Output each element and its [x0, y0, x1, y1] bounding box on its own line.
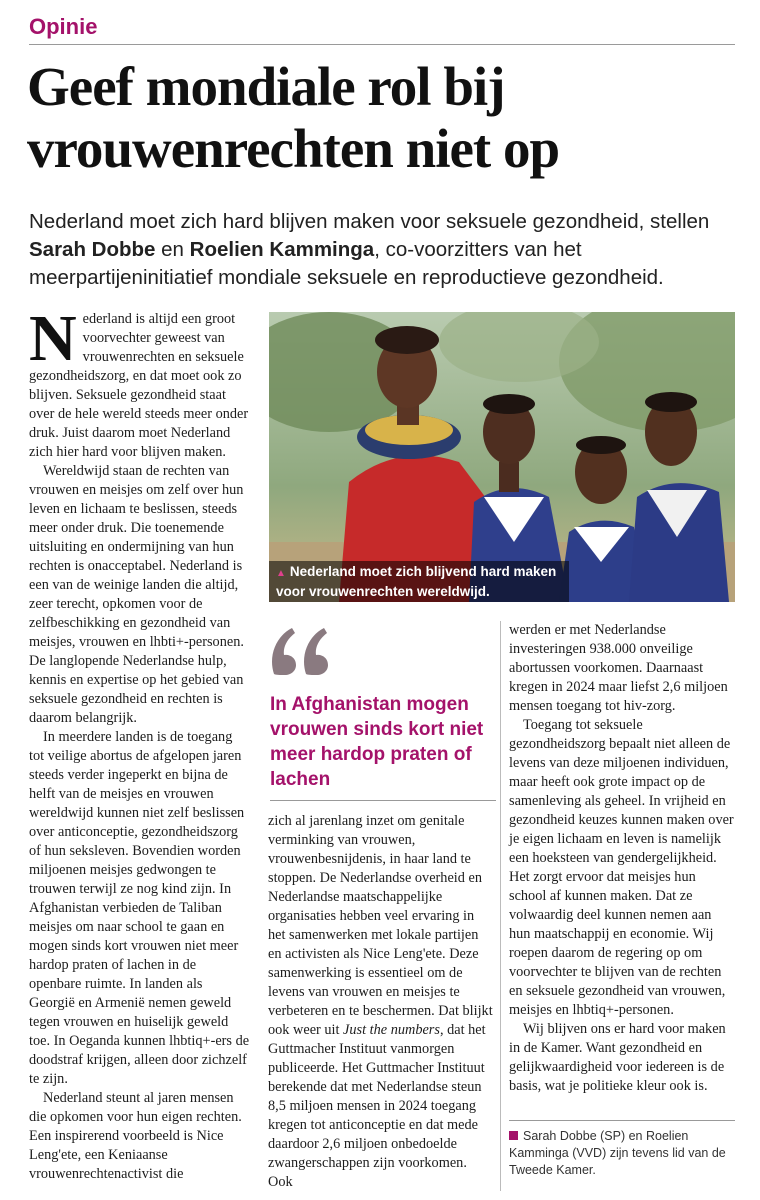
- column-divider: [500, 621, 501, 1191]
- column-3-paragraph-3: Wij blijven ons er hard voor maken in de Kamer. Want gezondheid en gelijkwaardigheid voor iedereen is de basis, wat je politieke kleur ook is.: [509, 1021, 726, 1094]
- quote-mark-icon: [270, 624, 334, 676]
- intro-text-end: , co-voorzitters van het meerpartijeninitiatief mondiale seksuele en reproductieve gezondheid.: [29, 238, 664, 289]
- article-column-1: [29, 302, 251, 1184]
- intro-text-mid: en: [155, 238, 190, 261]
- column-3-paragraph-1: werden er met Nederlandse investeringen 938.000 onveilige abortussen voorkomen. Daarnaast kregen in 2024 maar liefst 2,6 miljoen mensen toegang tot hiv-zorg.: [509, 622, 728, 714]
- column-2-text-start: zich al jarenlang inzet om genitale verminking van vrouwen, vrouwenbesnijdenis, in haar land te stoppen. De Nederlandse overheid en Nederlandse maatschappelijke organisaties hebben veel ervaring in het samenwerken met lokale partijen en activisten als Nice Leng'ete. Deze samenwerking is essentieel om de levens van vrouwen en meisjes te verbeteren en te beschermen. Dat blijkt ook weer uit: [268, 813, 493, 1038]
- pull-quote-divider: [270, 800, 496, 801]
- column-2-paragraph-1: [268, 812, 494, 1192]
- author-name-1: Sarah Dobbe: [29, 238, 156, 261]
- body-paragraph-2: Wereldwijd staan de rechten van vrouwen en meisjes om zelf over hun leven en lichaam te beslissen, steeds meer onder druk. Die toenemende uitsluiting en ondermijning van hun rechten is onacceptabel. Nederland is een van de weinige landen die altijd, zeer terecht, opkomen voor de zelfbeschikking en gezondheid van meisjes, vrouwen en lhbti+-personen. De langlopende Nederlandse hulp, kennis en expertise op het gebied van seksuele gezondheid en rechten is daarom belangrijk.: [29, 463, 244, 726]
- author-name-2: Roelien Kamminga: [189, 238, 375, 261]
- article-photo: [269, 312, 735, 602]
- body-paragraph-4: Nederland steunt al jaren mensen die opkomen voor hun eigen rechten. Een inspirerend voorbeeld is Nice Leng'ete, een Keniaanse vrouwenrechtenactivist die: [29, 1090, 242, 1182]
- body-paragraph-3: In meerdere landen is de toegang tot veilige abortus de afgelopen jaren steeds verder ingeperkt en bijna de helft van de meisjes en vrouwen wereldwijd kunnen niet zelf beslissen over anticonceptie, gezondheidszorg of hun seksleven. Bovendien worden miljoenen meisjes gedwongen te trouwen terwijl ze nog kind zijn. In Afghanistan verbieden de Taliban meisjes om naar school te gaan en mogen sinds kort vrouwen niet meer hardop praten of lachen in de openbare ruimte. In landen als Georgië en Armenië nemen geweld tegen vrouwen en huiselijk geweld toe. In Oeganda kunnen lhbtiq+-ers de doodstraf krijgen, alleen door zichzelf te zijn.: [29, 729, 250, 1087]
- section-label: Opinie: [29, 14, 98, 39]
- photo-illustration: [269, 312, 735, 602]
- body-paragraph-1: ederland is altijd een groot voorvechter geweest van vrouwenrechten en seksuele gezondheidszorg, en dat moet ook zo blijven. Seksuele gezondheid staat over de hele wereld steeds meer onder druk. Juist daarom moet Nederland zich hier hard voor blijven maken.: [29, 311, 249, 460]
- byline-divider: [509, 1120, 735, 1121]
- article-column-3: [509, 621, 735, 1096]
- column-3-paragraph-2: Toegang tot seksuele gezondheidszorg bepaalt niet alleen de levens van deze miljoenen individuen, maar heeft ook grote impact op de samenleving als geheel. In vrijheid en gezondheid keuzes kunnen maken over je eigen lichaam en leven is namelijk een hoeksteen van gendergelijkheid. Het zorgt ervoor dat meisjes hun school af kunnen maken. Dat ze volwaardig deel kunnen nemen aan hun maatschappij en economie. Wij roepen daarom de regering op om voorvechter te blijven van de rechten en seksuele gezondheid van vrouwen, meisjes en lhbtiq+-personen.: [509, 717, 734, 1018]
- triangle-icon: ▲: [276, 568, 286, 579]
- square-icon: [509, 1131, 518, 1140]
- intro-text-start: Nederland moet zich hard blijven maken voor seksuele gezondheid, stellen: [29, 210, 710, 233]
- author-byline: [509, 1128, 735, 1179]
- intro-paragraph: [29, 208, 741, 292]
- report-title: Just the numbers: [343, 1022, 440, 1038]
- drop-cap: N: [29, 302, 77, 375]
- top-divider: [29, 44, 735, 45]
- article-column-2: [268, 812, 494, 1192]
- byline-text: Sarah Dobbe (SP) en Roelien Kamminga (VVD) zijn tevens lid van de Tweede Kamer.: [509, 1129, 726, 1177]
- photo-caption: [276, 563, 566, 601]
- headline: Geef mondiale rol bij vrouwenrechten niet op: [27, 56, 560, 179]
- photo-caption-text: Nederland moet zich blijvend hard maken voor vrouwenrechten wereldwijd.: [276, 564, 557, 599]
- pull-quote: In Afghanistan mogen vrouwen sinds kort niet meer hardop praten of lachen: [270, 694, 484, 790]
- column-2-text-end: , dat het Guttmacher Instituut vanmorgen publiceerde. Het Guttmacher Instituut berekende dat met Nederlandse steun 8,5 miljoen mensen in 2024 toegang kregen tot anticonceptie en dat mede daardoor 2,6 miljoen onbedoelde zwangerschappen zijn voorkomen. Ook: [268, 1022, 486, 1190]
